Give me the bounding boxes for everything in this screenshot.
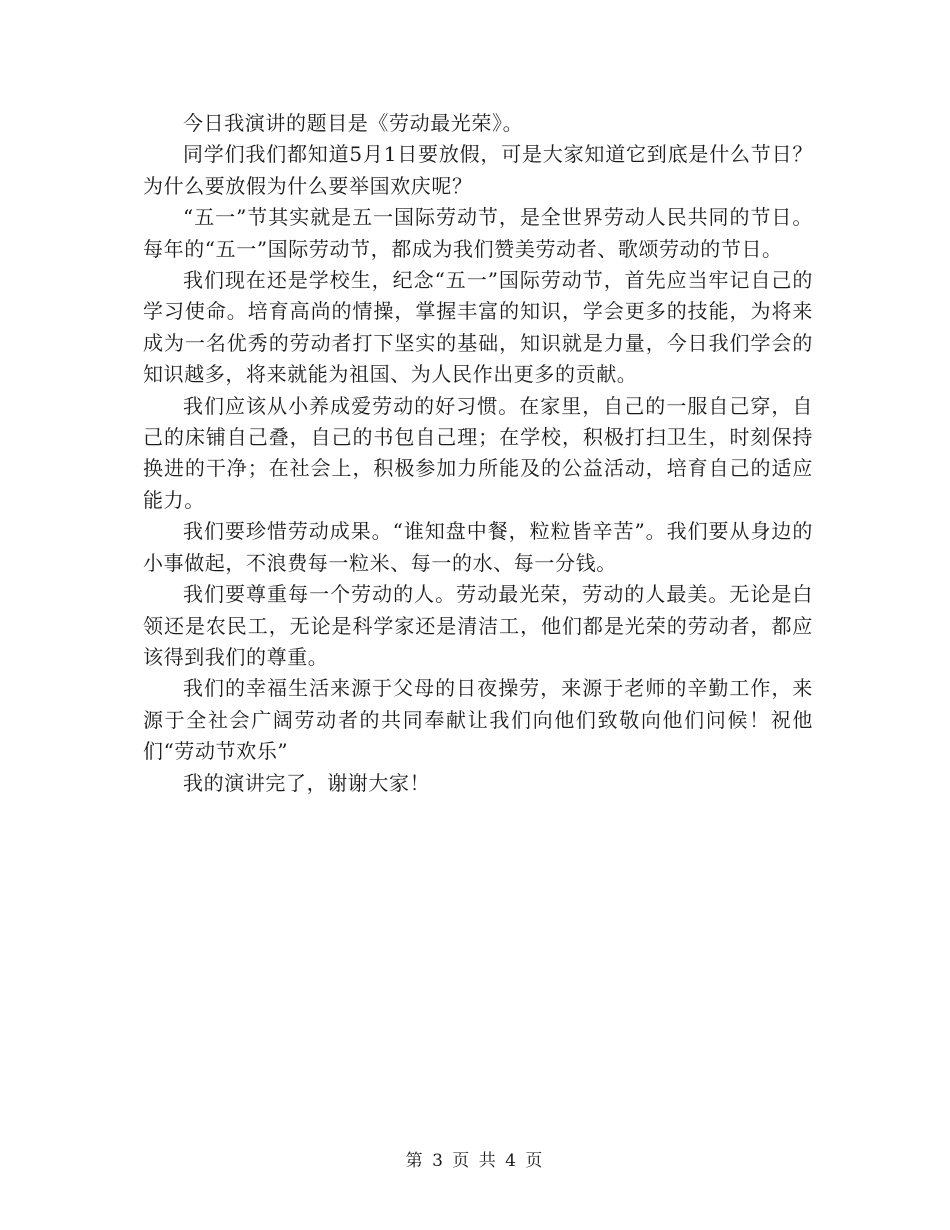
paragraph-closing: 我的演讲完了，谢谢大家！: [183, 770, 431, 795]
paragraph-title-intro: 今日我演讲的题目是《劳动最光荣》。: [183, 111, 524, 135]
page-number-footer: 第 3 页 共 4 页: [405, 1151, 545, 1171]
paragraph-student-mission: 我们现在还是学校生，纪念“五一”国际劳动节，首先应当牢记自己的学习使命。培育高尚的情操，掌握丰富的知识，学会更多的技能，为将来成为一名优秀的劳动者打下坚实的基础，知识就是力量，今日我们学会的知识越多，将来就能为祖国、为人民作出更多的贡献。: [143, 268, 813, 387]
paragraph-cherish-results: 我们要珍惜劳动成果。“谁知盘中餐，粒粒皆辛苦”。我们要从身边的小事做起，不浪费每一粒米、每一的水、每一分钱。: [143, 519, 813, 575]
paragraph-gratitude: 我们的幸福生活来源于父母的日夜操劳，来源于老师的辛勤工作，来源于全社会广阔劳动者的共同奉献让我们向他们致敬向他们问候！祝他们“劳动节欢乐”: [143, 676, 813, 764]
paragraph-good-habits: 我们应该从小养成爱劳动的好习惯。在家里，自己的一服自己穿，自己的床铺自己叠，自己的书包自己理；在学校，积极打扫卫生，时刻保持换进的干净；在社会上，积极参加力所能及的公益活动，培育自己的适应能力。: [143, 393, 813, 512]
paragraph-labor-day-meaning: “五一”节其实就是五一国际劳动节，是全世界劳动人民共同的节日。每年的“五一”国际劳动节，都成为我们赞美劳动者、歌颂劳动的节日。: [143, 205, 813, 261]
paragraph-respect-workers: 我们要尊重每一个劳动的人。劳动最光荣，劳动的人最美。无论是白领还是农民工，无论是科学家还是清洁工，他们都是光荣的劳动者，都应该得到我们的尊重。: [143, 582, 813, 669]
document-body: [143, 108, 813, 799]
paragraph-holiday-question: 同学们我们都知道5月1日要放假，可是大家知道它到底是什么节日？为什么要放假为什么要举国欢庆呢？: [143, 142, 813, 198]
